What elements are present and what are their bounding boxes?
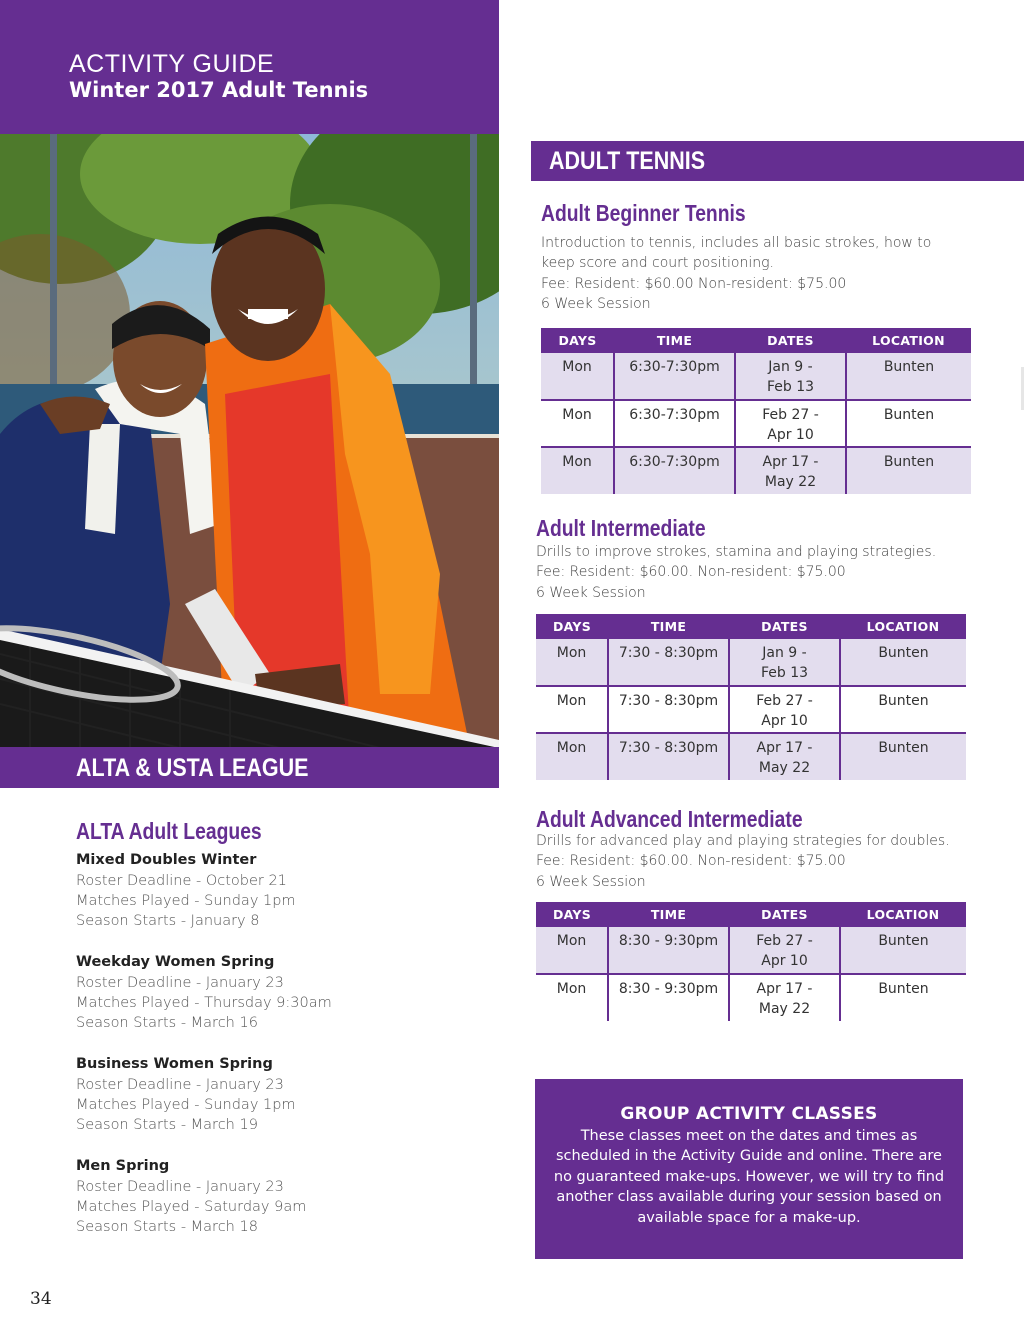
- schedule-table-advanced-intermediate: [536, 902, 966, 1021]
- cell-location: Bunten: [840, 639, 966, 686]
- alta-adult-leagues-heading: ALTA Adult Leagues: [76, 818, 262, 844]
- description-line: 6 Week Session: [536, 873, 646, 890]
- group-activity-line: available space for a make-up.: [637, 1209, 861, 1226]
- group-activity-body: [547, 1126, 951, 1228]
- league-title: Weekday Women Spring: [76, 954, 275, 970]
- cell-dates: [735, 447, 846, 494]
- dates-start: Jan 9 -: [768, 359, 813, 375]
- league-title: Men Spring: [76, 1158, 170, 1174]
- cell-day: Mon: [541, 447, 614, 494]
- table-row: [541, 353, 971, 400]
- dates-start: Apr 17 -: [762, 454, 819, 470]
- league-detail: Season Starts - March 19: [76, 1117, 258, 1133]
- group-activity-line: another class available during your session based on: [556, 1189, 942, 1206]
- header-kicker: ACTIVITY GUIDE: [69, 50, 275, 78]
- description-line: 6 Week Session: [541, 296, 651, 313]
- cell-time: 8:30 - 9:30pm: [608, 927, 729, 974]
- description-line: Fee: Resident: $60.00 Non-resident: $75.00: [541, 275, 847, 292]
- cell-time: 6:30-7:30pm: [614, 353, 735, 400]
- league-detail: Roster Deadline - January 23: [76, 975, 284, 991]
- cell-time: 7:30 - 8:30pm: [608, 733, 729, 780]
- cell-time: 6:30-7:30pm: [614, 447, 735, 494]
- column-header-location: LOCATION: [846, 328, 971, 353]
- dates-end: Apr 10: [761, 953, 808, 970]
- league-detail: Season Starts - March 16: [76, 1015, 258, 1031]
- program-description: [541, 233, 931, 315]
- column-header-location: LOCATION: [840, 614, 966, 639]
- alta-usta-league-bar: [0, 747, 499, 788]
- description-line: keep score and court positioning.: [541, 255, 774, 272]
- adult-tennis-title: ADULT TENNIS: [549, 147, 706, 175]
- cell-dates: [729, 927, 840, 974]
- adult-tennis-bar: [531, 141, 1024, 181]
- column-header-dates: DATES: [729, 902, 840, 927]
- program-title-beginner: Adult Beginner Tennis: [541, 200, 746, 226]
- league-detail: Matches Played - Sunday 1pm: [76, 1097, 296, 1113]
- dates-end: Feb 13: [760, 665, 809, 682]
- schedule-table-beginner: [541, 328, 971, 494]
- cell-location: Bunten: [840, 927, 966, 974]
- league-detail: Roster Deadline - January 23: [76, 1179, 284, 1195]
- dates-start: Feb 27 -: [762, 407, 819, 423]
- table-row: [536, 927, 966, 974]
- cell-dates: [729, 639, 840, 686]
- cell-location: Bunten: [846, 447, 971, 494]
- table-row: [541, 447, 971, 494]
- league-title: Mixed Doubles Winter: [76, 852, 257, 868]
- schedule-table-intermediate: [536, 614, 966, 780]
- league-detail: Roster Deadline - January 23: [76, 1077, 284, 1093]
- column-header-dates: DATES: [735, 328, 846, 353]
- alta-usta-league-title: ALTA & USTA LEAGUE: [76, 754, 309, 782]
- header-title: Winter 2017 Adult Tennis: [69, 78, 369, 102]
- cell-day: Mon: [536, 639, 608, 686]
- cell-location: Bunten: [846, 353, 971, 400]
- dates-start: Feb 27 -: [756, 933, 813, 949]
- cell-location: Bunten: [878, 981, 929, 997]
- description-line: Drills to improve strokes, stamina and playing strategies.: [536, 544, 937, 560]
- cell-day: Mon: [536, 927, 608, 974]
- cell-dates: [735, 400, 846, 447]
- program-description: [536, 831, 950, 892]
- table-row: [536, 686, 966, 733]
- dates-end: May 22: [758, 760, 811, 777]
- table-header-row: [536, 614, 966, 639]
- guide-header: [0, 0, 499, 134]
- group-activity-title: GROUP ACTIVITY CLASSES: [620, 1104, 878, 1124]
- dates-start: Apr 17 -: [756, 981, 813, 997]
- column-header-days: DAYS: [541, 328, 614, 353]
- column-header-location: LOCATION: [840, 902, 966, 927]
- table-row: [536, 639, 966, 686]
- dates-end: May 22: [764, 474, 817, 491]
- dates-end: Feb 13: [766, 379, 815, 396]
- league-detail: Matches Played - Sunday 1pm: [76, 893, 296, 909]
- league-detail: Season Starts - March 18: [76, 1219, 258, 1235]
- league-detail: Roster Deadline - October 21: [76, 873, 287, 889]
- description-line: 6 Week Session: [536, 584, 646, 601]
- dates-start: Apr 17 -: [756, 740, 813, 756]
- description-line: Drills for advanced play and playing strategies for doubles.: [536, 833, 950, 849]
- cell-dates: [729, 974, 840, 1021]
- league-detail: Season Starts - January 8: [76, 913, 260, 929]
- cell-day: Mon: [536, 686, 608, 733]
- column-header-time: TIME: [614, 328, 735, 353]
- dates-end: Apr 10: [767, 427, 814, 444]
- dates-start: Feb 27 -: [756, 693, 813, 709]
- table-row: [541, 400, 971, 447]
- cell-time: 6:30-7:30pm: [614, 400, 735, 447]
- cell-location: Bunten: [840, 733, 966, 780]
- column-header-days: DAYS: [536, 614, 608, 639]
- description-line: Introduction to tennis, includes all basic strokes, how to: [541, 235, 932, 251]
- page-number: 34: [30, 1289, 52, 1309]
- dates-start: Jan 9 -: [762, 645, 807, 661]
- cell-dates: [735, 353, 846, 400]
- table-header-row: [541, 328, 971, 353]
- table-header-row: [536, 902, 966, 927]
- program-title-intermediate: Adult Intermediate: [536, 515, 706, 541]
- group-activity-line: These classes meet on the dates and times as: [580, 1128, 918, 1144]
- group-activity-line: no guaranteed make-ups. However, we will try to find: [553, 1168, 945, 1185]
- description-line: Fee: Resident: $60.00. Non-resident: $75.00: [536, 853, 846, 870]
- cell-day: Mon: [536, 974, 608, 1021]
- tennis-players-photo: [0, 134, 499, 748]
- league-detail: Matches Played - Thursday 9:30am: [76, 995, 332, 1011]
- cell-dates: [729, 686, 840, 733]
- group-activity-line: scheduled in the Activity Guide and online. There are: [556, 1148, 942, 1165]
- program-title-advanced-intermediate: Adult Advanced Intermediate: [536, 806, 803, 832]
- cell-day: Mon: [541, 353, 614, 400]
- cell-dates: [729, 733, 840, 780]
- dates-end: Apr 10: [761, 713, 808, 730]
- program-description: [536, 542, 936, 603]
- column-header-days: DAYS: [536, 902, 608, 927]
- column-header-time: TIME: [608, 902, 729, 927]
- table-row: [536, 733, 966, 780]
- cell-location: Bunten: [840, 686, 966, 733]
- column-header-dates: DATES: [729, 614, 840, 639]
- league-detail: Matches Played - Saturday 9am: [76, 1199, 307, 1215]
- column-header-time: TIME: [608, 614, 729, 639]
- cell-time: 7:30 - 8:30pm: [608, 686, 729, 733]
- dates-end: May 22: [758, 1001, 811, 1018]
- cell-day: Mon: [541, 400, 614, 447]
- cell-day: Mon: [536, 733, 608, 780]
- cell-time: 8:30 - 9:30pm: [608, 974, 729, 1021]
- description-line: Fee: Resident: $60.00. Non-resident: $75.00: [536, 564, 846, 581]
- table-row: [536, 974, 966, 1021]
- group-activity-classes-box: [535, 1079, 963, 1259]
- cell-location: Bunten: [846, 400, 971, 447]
- cell-time: 7:30 - 8:30pm: [608, 639, 729, 686]
- league-title: Business Women Spring: [76, 1056, 273, 1072]
